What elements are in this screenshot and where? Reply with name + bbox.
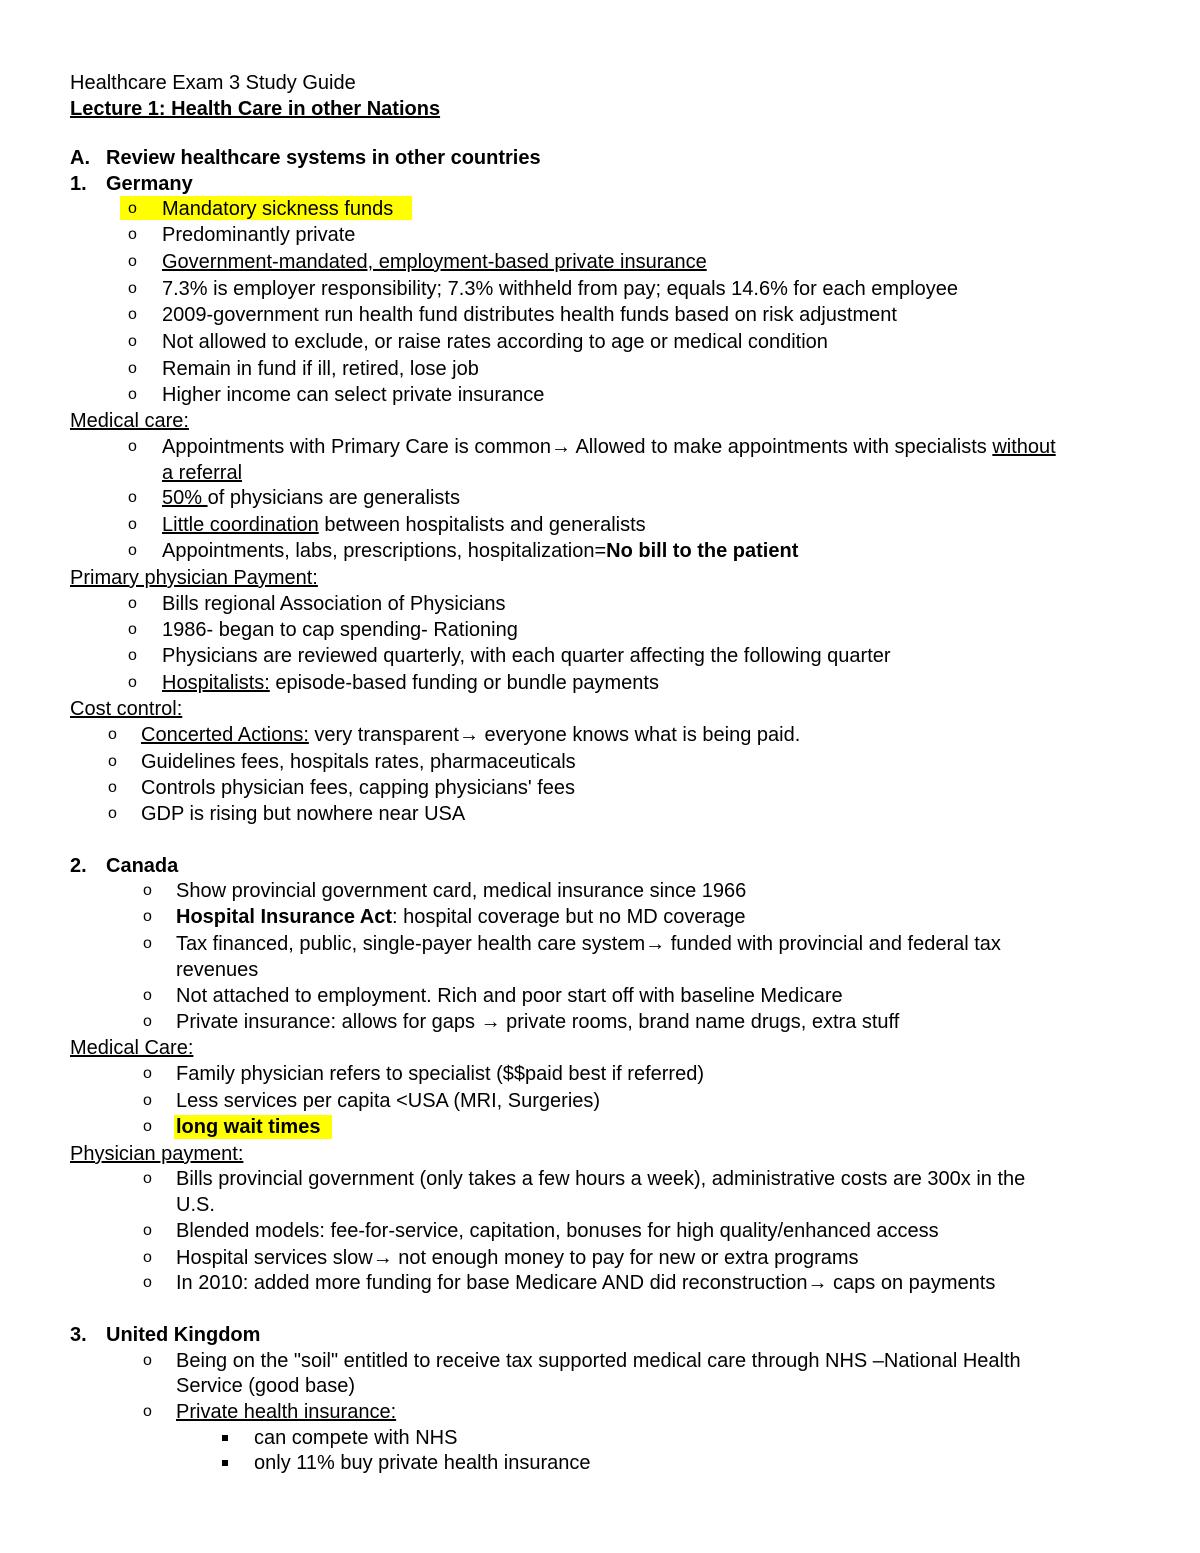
- bullet-icon: o: [143, 1092, 152, 1109]
- uk-item-1-cont: Service (good base): [176, 1375, 355, 1397]
- germany-item-2: Predominantly private: [162, 224, 356, 246]
- germany-item-4: 7.3% is employer responsibility; 7.3% withheld from pay; equals 14.6% for each employee: [162, 278, 958, 300]
- square-bullet-icon: [222, 1435, 228, 1441]
- section-a-heading: Review healthcare systems in other countries: [106, 147, 541, 169]
- text-run: Hospital Insurance Act: [176, 906, 392, 928]
- germany-medical-item-1-cont: a referral: [162, 462, 243, 484]
- text-run: Allowed to make appointments with specialists: [571, 436, 993, 458]
- germany-item-7: Remain in fund if ill, retired, lose job: [162, 358, 479, 380]
- canada-medical-care-heading: Medical Care:: [70, 1037, 194, 1059]
- germany-cost-control-heading: Cost control:: [70, 698, 183, 720]
- bullet-icon: o: [143, 1274, 152, 1291]
- germany-item-8: Higher income can select private insurance: [162, 384, 545, 406]
- bullet-icon: o: [143, 1013, 152, 1030]
- canada-number: 2.: [70, 855, 87, 877]
- arrow-icon: →: [458, 724, 479, 746]
- text-run: Hospitalists:: [162, 672, 270, 694]
- germany-heading: Germany: [106, 173, 193, 195]
- bullet-icon: o: [128, 386, 137, 403]
- germany-payment-item-3: Physicians are reviewed quarterly, with each quarter affecting the following quarter: [162, 645, 891, 667]
- arrow-icon: →: [645, 933, 666, 955]
- canada-payment-item-2: Blended models: fee-for-service, capitation, bonuses for high quality/enhanced access: [176, 1220, 939, 1242]
- uk-subitem-1: can compete with NHS: [254, 1427, 458, 1449]
- text-run: No bill to the patient: [606, 540, 799, 562]
- canada-payment-item-1-cont: U.S.: [176, 1194, 215, 1216]
- arrow-icon: →: [807, 1272, 828, 1294]
- uk-subitem-2: only 11% buy private health insurance: [254, 1452, 591, 1474]
- uk-number: 3.: [70, 1324, 87, 1346]
- bullet-icon: o: [128, 200, 137, 217]
- bullet-icon: o: [128, 595, 137, 612]
- square-bullet-icon: [222, 1460, 228, 1466]
- lecture-title: Lecture 1: Health Care in other Nations: [70, 98, 441, 120]
- text-run: without: [992, 436, 1056, 458]
- germany-number: 1.: [70, 173, 87, 195]
- canada-payment-item-4: [176, 1270, 995, 1296]
- uk-heading: United Kingdom: [106, 1324, 261, 1346]
- germany-payment-item-4: [162, 670, 659, 696]
- canada-medical-item-1: Family physician refers to specialist ($$paid best if referred): [176, 1063, 704, 1085]
- germany-item-6: Not allowed to exclude, or raise rates according to age or medical condition: [162, 331, 828, 353]
- text-run: Tax financed, public, single-payer health care system: [176, 933, 646, 955]
- bullet-icon: o: [128, 306, 137, 323]
- uk-item-1: Being on the "soil" entitled to receive tax supported medical care through NHS –National Health: [176, 1350, 1021, 1372]
- bullet-icon: o: [128, 226, 137, 243]
- canada-item-5: [176, 1009, 899, 1035]
- germany-payment-heading: Primary physician Payment:: [70, 567, 318, 589]
- text-run: private rooms, brand name drugs, extra stuff: [500, 1011, 900, 1033]
- germany-item-3: Government-mandated, employment-based private insurance: [162, 251, 707, 273]
- bullet-icon: o: [143, 935, 152, 952]
- text-run: between hospitalists and generalists: [318, 514, 646, 536]
- bullet-icon: o: [143, 1222, 152, 1239]
- bullet-icon: o: [128, 516, 137, 533]
- germany-item-1: Mandatory sickness funds: [162, 198, 394, 220]
- bullet-icon: o: [128, 489, 137, 506]
- text-run: Hospital services slow: [176, 1247, 373, 1269]
- text-run: funded with provincial and federal tax: [665, 933, 1001, 955]
- bullet-icon: o: [128, 253, 137, 270]
- text-run: Appointments with Primary Care is common: [162, 436, 552, 458]
- text-run: everyone knows what is being paid.: [478, 724, 801, 746]
- bullet-icon: o: [143, 1403, 152, 1420]
- canada-item-1: Show provincial government card, medical insurance since 1966: [176, 880, 747, 902]
- canada-payment-item-1: Bills provincial government (only takes a few hours a week), administrative costs are 300x in the: [176, 1168, 1026, 1190]
- germany-item-5: 2009-government run health fund distributes health funds based on risk adjustment: [162, 304, 897, 326]
- germany-medical-item-2: [162, 485, 460, 511]
- section-a-marker: A.: [70, 147, 90, 169]
- canada-item-3-cont: revenues: [176, 959, 259, 981]
- germany-payment-item-2: 1986- began to cap spending- Rationing: [162, 619, 518, 641]
- text-run: not enough money to pay for new or extra programs: [392, 1247, 859, 1269]
- canada-medical-item-3: long wait times: [176, 1116, 321, 1138]
- arrow-icon: →: [551, 436, 572, 458]
- text-run: Concerted Actions:: [141, 724, 309, 746]
- germany-medical-item-4: [162, 538, 798, 564]
- bullet-icon: o: [143, 1352, 152, 1369]
- germany-medical-care-heading: Medical care:: [70, 410, 189, 432]
- bullet-icon: o: [143, 1118, 152, 1135]
- canada-item-2: [176, 904, 746, 930]
- canada-item-4: Not attached to employment. Rich and poor start off with baseline Medicare: [176, 985, 843, 1007]
- canada-heading: Canada: [106, 855, 179, 877]
- bullet-icon: o: [143, 987, 152, 1004]
- text-run: 50%: [162, 487, 208, 509]
- arrow-icon: →: [480, 1011, 501, 1033]
- germany-cost-item-2: Guidelines fees, hospitals rates, pharmaceuticals: [141, 751, 576, 773]
- canada-medical-item-2: Less services per capita <USA (MRI, Surgeries): [176, 1090, 601, 1112]
- bullet-icon: o: [143, 1249, 152, 1266]
- text-run: of physicians are generalists: [207, 487, 460, 509]
- germany-cost-item-3: Controls physician fees, capping physicians' fees: [141, 777, 576, 799]
- bullet-icon: o: [143, 1065, 152, 1082]
- bullet-icon: o: [128, 280, 137, 297]
- uk-item-2: Private health insurance:: [176, 1401, 397, 1423]
- text-run: In 2010: added more funding for base Medicare AND did reconstruction: [176, 1272, 808, 1294]
- bullet-icon: o: [108, 753, 117, 770]
- doc-title: Healthcare Exam 3 Study Guide: [70, 72, 356, 94]
- germany-cost-item-1: [141, 722, 800, 748]
- bullet-icon: o: [108, 805, 117, 822]
- germany-medical-item-1: [162, 434, 1056, 460]
- text-run: Private insurance: allows for gaps: [176, 1011, 481, 1033]
- bullet-icon: o: [128, 542, 137, 559]
- bullet-icon: o: [128, 360, 137, 377]
- germany-cost-item-4: GDP is rising but nowhere near USA: [141, 803, 466, 825]
- germany-payment-item-1: Bills regional Association of Physicians: [162, 593, 506, 615]
- bullet-icon: o: [108, 726, 117, 743]
- bullet-icon: o: [143, 1170, 152, 1187]
- bullet-icon: o: [128, 333, 137, 350]
- bullet-icon: o: [108, 779, 117, 796]
- bullet-icon: o: [128, 621, 137, 638]
- germany-medical-item-3: [162, 512, 646, 538]
- canada-payment-item-3: [176, 1245, 859, 1271]
- bullet-icon: o: [128, 647, 137, 664]
- text-run: : hospital coverage but no MD coverage: [391, 906, 746, 928]
- canada-item-3: [176, 931, 1001, 957]
- text-run: very transparent: [308, 724, 459, 746]
- bullet-icon: o: [128, 674, 137, 691]
- bullet-icon: o: [143, 882, 152, 899]
- text-run: Little coordination: [162, 514, 319, 536]
- arrow-icon: →: [372, 1247, 393, 1269]
- text-run: Appointments, labs, prescriptions, hospitalization=: [162, 540, 607, 562]
- canada-payment-heading: Physician payment:: [70, 1143, 244, 1165]
- bullet-icon: o: [128, 438, 137, 455]
- text-run: caps on payments: [827, 1272, 996, 1294]
- text-run: episode-based funding or bundle payments: [269, 672, 659, 694]
- bullet-icon: o: [143, 908, 152, 925]
